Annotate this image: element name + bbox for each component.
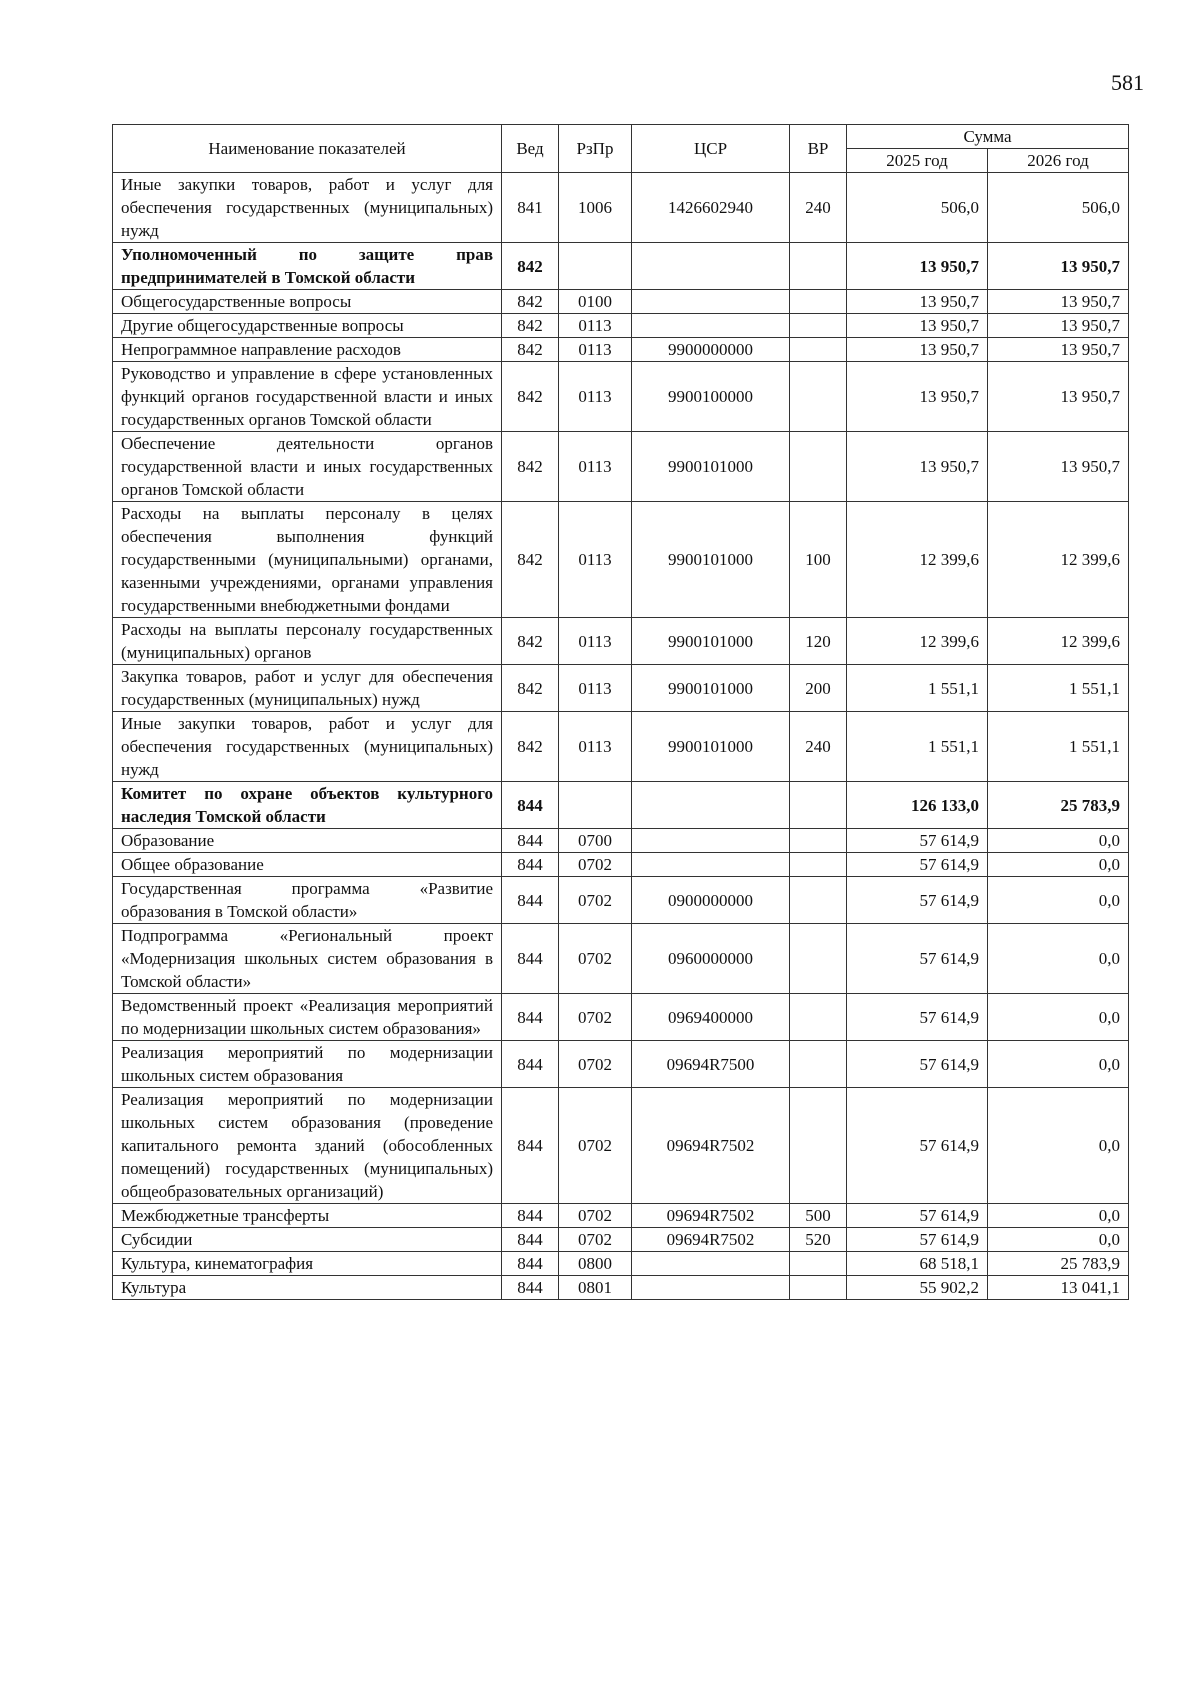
cell-rzpr: 0801 [559, 1276, 632, 1300]
cell-2025: 68 518,1 [847, 1252, 988, 1276]
cell-2025: 13 950,7 [847, 362, 988, 432]
cell-csr [632, 853, 790, 877]
cell-2026: 0,0 [988, 1041, 1129, 1088]
cell-csr [632, 829, 790, 853]
cell-ved: 842 [502, 665, 559, 712]
cell-2025: 12 399,6 [847, 502, 988, 618]
cell-ved: 842 [502, 243, 559, 290]
cell-name: Обеспечение деятельности органов государственной власти и иных государственных органов Томской области [113, 432, 502, 502]
cell-vr [790, 290, 847, 314]
cell-2026: 0,0 [988, 994, 1129, 1041]
cell-2025: 13 950,7 [847, 243, 988, 290]
cell-2025: 57 614,9 [847, 1228, 988, 1252]
cell-2026: 0,0 [988, 853, 1129, 877]
cell-rzpr [559, 782, 632, 829]
cell-rzpr [559, 243, 632, 290]
budget-table [112, 124, 1129, 1300]
table-row [113, 1228, 1129, 1252]
cell-2026: 25 783,9 [988, 1252, 1129, 1276]
header-vr: ВР [790, 125, 847, 173]
cell-name: Образование [113, 829, 502, 853]
cell-ved: 844 [502, 782, 559, 829]
cell-2026: 13 950,7 [988, 338, 1129, 362]
cell-rzpr: 0702 [559, 924, 632, 994]
cell-2026: 13 041,1 [988, 1276, 1129, 1300]
cell-vr [790, 994, 847, 1041]
cell-2026: 12 399,6 [988, 618, 1129, 665]
cell-name: Расходы на выплаты персоналу в целях обеспечения выполнения функций государственными (муниципальными) органами, казенными учреждениями, органами управления государственными внебюджетными фондами [113, 502, 502, 618]
table-row [113, 243, 1129, 290]
cell-ved: 844 [502, 853, 559, 877]
cell-ved: 842 [502, 712, 559, 782]
cell-ved: 844 [502, 1204, 559, 1228]
cell-2025: 126 133,0 [847, 782, 988, 829]
cell-vr: 100 [790, 502, 847, 618]
cell-name: Закупка товаров, работ и услуг для обеспечения государственных (муниципальных) нужд [113, 665, 502, 712]
cell-rzpr: 0113 [559, 712, 632, 782]
cell-name: Государственная программа «Развитие образования в Томской области» [113, 877, 502, 924]
cell-csr: 09694R7502 [632, 1088, 790, 1204]
table-row [113, 853, 1129, 877]
table-row [113, 1252, 1129, 1276]
cell-csr [632, 314, 790, 338]
cell-csr: 0960000000 [632, 924, 790, 994]
cell-ved: 842 [502, 314, 559, 338]
cell-csr: 9900100000 [632, 362, 790, 432]
table-row [113, 1276, 1129, 1300]
cell-name: Иные закупки товаров, работ и услуг для обеспечения государственных (муниципальных) нужд [113, 712, 502, 782]
cell-vr [790, 362, 847, 432]
cell-rzpr: 0113 [559, 432, 632, 502]
cell-vr [790, 338, 847, 362]
cell-rzpr: 0700 [559, 829, 632, 853]
cell-rzpr: 0702 [559, 877, 632, 924]
cell-2026: 0,0 [988, 1204, 1129, 1228]
cell-rzpr: 0113 [559, 502, 632, 618]
table-row [113, 314, 1129, 338]
cell-name: Подпрограмма «Региональный проект «Модернизация школьных систем образования в Томской области» [113, 924, 502, 994]
cell-ved: 842 [502, 290, 559, 314]
cell-ved: 841 [502, 173, 559, 243]
cell-2025: 1 551,1 [847, 712, 988, 782]
cell-2026: 0,0 [988, 924, 1129, 994]
header-sum: Сумма [847, 125, 1129, 149]
header-csr: ЦСР [632, 125, 790, 173]
header-ved: Вед [502, 125, 559, 173]
cell-2026: 13 950,7 [988, 243, 1129, 290]
cell-rzpr: 0702 [559, 853, 632, 877]
cell-2026: 12 399,6 [988, 502, 1129, 618]
cell-ved: 844 [502, 924, 559, 994]
cell-2025: 12 399,6 [847, 618, 988, 665]
cell-name: Непрограммное направление расходов [113, 338, 502, 362]
cell-rzpr: 0702 [559, 1041, 632, 1088]
cell-ved: 842 [502, 362, 559, 432]
table-row [113, 502, 1129, 618]
cell-rzpr: 1006 [559, 173, 632, 243]
cell-2026: 1 551,1 [988, 712, 1129, 782]
cell-vr [790, 877, 847, 924]
cell-csr: 9900101000 [632, 502, 790, 618]
cell-csr: 09694R7502 [632, 1204, 790, 1228]
cell-name: Другие общегосударственные вопросы [113, 314, 502, 338]
cell-2025: 57 614,9 [847, 829, 988, 853]
header-year-2026: 2026 год [988, 149, 1129, 173]
cell-ved: 842 [502, 618, 559, 665]
cell-2026: 1 551,1 [988, 665, 1129, 712]
table-row [113, 362, 1129, 432]
cell-vr [790, 853, 847, 877]
cell-csr: 9900101000 [632, 712, 790, 782]
table-row [113, 290, 1129, 314]
table-body [113, 173, 1129, 1300]
cell-rzpr: 0702 [559, 1228, 632, 1252]
cell-2026: 0,0 [988, 829, 1129, 853]
cell-csr [632, 290, 790, 314]
cell-rzpr: 0800 [559, 1252, 632, 1276]
cell-csr: 1426602940 [632, 173, 790, 243]
cell-csr: 09694R7502 [632, 1228, 790, 1252]
cell-csr: 0969400000 [632, 994, 790, 1041]
cell-vr [790, 1088, 847, 1204]
cell-vr: 240 [790, 173, 847, 243]
cell-csr: 9900101000 [632, 665, 790, 712]
cell-name: Межбюджетные трансферты [113, 1204, 502, 1228]
header-name: Наименование показателей [113, 125, 502, 173]
cell-ved: 842 [502, 338, 559, 362]
cell-2025: 55 902,2 [847, 1276, 988, 1300]
cell-name: Реализация мероприятий по модернизации школьных систем образования (проведение капитального ремонта зданий (обособленных помещений) государственных (муниципальных) общеобразовательных организаций) [113, 1088, 502, 1204]
cell-csr [632, 243, 790, 290]
header-year-2025: 2025 год [847, 149, 988, 173]
cell-csr: 9900101000 [632, 432, 790, 502]
cell-ved: 844 [502, 829, 559, 853]
cell-rzpr: 0113 [559, 618, 632, 665]
cell-2025: 13 950,7 [847, 314, 988, 338]
cell-csr [632, 1252, 790, 1276]
cell-rzpr: 0113 [559, 362, 632, 432]
cell-2026: 25 783,9 [988, 782, 1129, 829]
table-row [113, 829, 1129, 853]
table-row [113, 432, 1129, 502]
cell-2026: 0,0 [988, 1228, 1129, 1252]
cell-name: Культура, кинематография [113, 1252, 502, 1276]
cell-vr [790, 314, 847, 338]
cell-rzpr: 0702 [559, 1204, 632, 1228]
cell-2025: 506,0 [847, 173, 988, 243]
cell-name: Иные закупки товаров, работ и услуг для обеспечения государственных (муниципальных) нужд [113, 173, 502, 243]
cell-vr [790, 1276, 847, 1300]
cell-vr: 500 [790, 1204, 847, 1228]
header-rzpr: РзПр [559, 125, 632, 173]
cell-rzpr: 0702 [559, 994, 632, 1041]
cell-vr [790, 1252, 847, 1276]
cell-2026: 13 950,7 [988, 362, 1129, 432]
cell-name: Реализация мероприятий по модернизации школьных систем образования [113, 1041, 502, 1088]
cell-name: Ведомственный проект «Реализация мероприятий по модернизации школьных систем образования» [113, 994, 502, 1041]
cell-2026: 13 950,7 [988, 314, 1129, 338]
cell-csr: 09694R7500 [632, 1041, 790, 1088]
cell-name: Комитет по охране объектов культурного наследия Томской области [113, 782, 502, 829]
cell-2026: 0,0 [988, 1088, 1129, 1204]
cell-rzpr: 0113 [559, 338, 632, 362]
cell-vr [790, 782, 847, 829]
table-row [113, 712, 1129, 782]
cell-2025: 57 614,9 [847, 1041, 988, 1088]
cell-2026: 0,0 [988, 877, 1129, 924]
table-row [113, 877, 1129, 924]
cell-vr [790, 924, 847, 994]
table-row [113, 994, 1129, 1041]
cell-vr [790, 243, 847, 290]
cell-2025: 57 614,9 [847, 1204, 988, 1228]
cell-name: Культура [113, 1276, 502, 1300]
cell-2025: 1 551,1 [847, 665, 988, 712]
table-row [113, 173, 1129, 243]
table-row [113, 618, 1129, 665]
cell-name: Уполномоченный по защите прав предпринимателей в Томской области [113, 243, 502, 290]
cell-rzpr: 0113 [559, 665, 632, 712]
cell-csr [632, 782, 790, 829]
table-row [113, 782, 1129, 829]
cell-csr: 0900000000 [632, 877, 790, 924]
table-row [113, 1041, 1129, 1088]
cell-csr: 9900101000 [632, 618, 790, 665]
cell-vr [790, 432, 847, 502]
cell-2025: 57 614,9 [847, 1088, 988, 1204]
cell-vr: 120 [790, 618, 847, 665]
table-row [113, 924, 1129, 994]
cell-csr [632, 1276, 790, 1300]
cell-name: Общегосударственные вопросы [113, 290, 502, 314]
cell-ved: 844 [502, 877, 559, 924]
cell-2025: 13 950,7 [847, 338, 988, 362]
cell-vr: 240 [790, 712, 847, 782]
cell-ved: 844 [502, 1252, 559, 1276]
cell-csr: 9900000000 [632, 338, 790, 362]
cell-rzpr: 0113 [559, 314, 632, 338]
cell-vr [790, 1041, 847, 1088]
cell-2025: 57 614,9 [847, 853, 988, 877]
cell-name: Субсидии [113, 1228, 502, 1252]
cell-ved: 842 [502, 502, 559, 618]
table-row [113, 1088, 1129, 1204]
cell-2026: 506,0 [988, 173, 1129, 243]
cell-2025: 57 614,9 [847, 877, 988, 924]
cell-name: Руководство и управление в сфере установленных функций органов государственной власти и иных государственных органов Томской области [113, 362, 502, 432]
table-row [113, 338, 1129, 362]
cell-2025: 57 614,9 [847, 924, 988, 994]
cell-2026: 13 950,7 [988, 432, 1129, 502]
cell-ved: 844 [502, 1088, 559, 1204]
table-row [113, 665, 1129, 712]
table-header [113, 125, 1129, 173]
cell-2025: 57 614,9 [847, 994, 988, 1041]
cell-vr: 200 [790, 665, 847, 712]
page-number: 581 [1111, 70, 1144, 95]
table-row [113, 1204, 1129, 1228]
cell-ved: 842 [502, 432, 559, 502]
cell-2025: 13 950,7 [847, 290, 988, 314]
cell-2025: 13 950,7 [847, 432, 988, 502]
cell-ved: 844 [502, 1041, 559, 1088]
cell-name: Расходы на выплаты персоналу государственных (муниципальных) органов [113, 618, 502, 665]
cell-rzpr: 0100 [559, 290, 632, 314]
cell-vr: 520 [790, 1228, 847, 1252]
cell-rzpr: 0702 [559, 1088, 632, 1204]
cell-name: Общее образование [113, 853, 502, 877]
cell-ved: 844 [502, 1228, 559, 1252]
cell-vr [790, 829, 847, 853]
cell-ved: 844 [502, 1276, 559, 1300]
cell-ved: 844 [502, 994, 559, 1041]
cell-2026: 13 950,7 [988, 290, 1129, 314]
